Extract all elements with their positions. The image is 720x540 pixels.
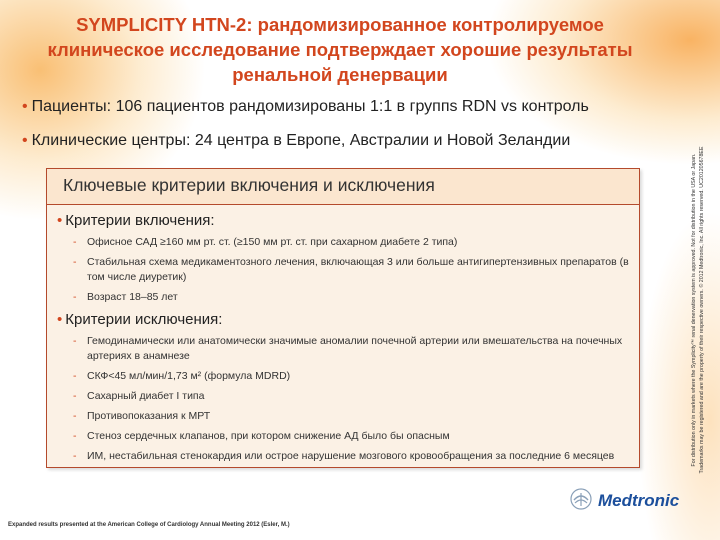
list-item <box>57 334 632 364</box>
criteria-panel-header <box>47 169 639 205</box>
dash-icon: - <box>73 256 77 268</box>
bullet-dot-icon: • <box>22 132 28 149</box>
list-item-text: Возраст 18–85 лет <box>87 291 178 303</box>
list-item <box>57 449 632 464</box>
medtronic-logo <box>566 486 684 520</box>
bullet-patients-text: Пациенты: 106 пациентов рандомизированы 1:1 в группs RDN vs контроль <box>31 98 589 115</box>
dash-icon: - <box>73 390 77 402</box>
title-line-1: SYMPLICITY HTN-2: рандомизированное контролируемое <box>76 14 604 35</box>
exclusion-list <box>57 334 632 464</box>
dash-icon: - <box>73 450 77 462</box>
list-item <box>57 255 632 285</box>
list-item-text: ИМ, нестабильная стенокардия или острое нарушение мозгового кровообращения за последние 6 месяцев <box>87 450 615 462</box>
list-item-text: Противопоказания к МРТ <box>87 410 211 422</box>
exclusion-heading <box>57 310 632 329</box>
dash-icon: - <box>73 291 77 303</box>
bullet-centers-text: Клинические центры: 24 центра в Европе, Австралии и Новой Зеландии <box>31 132 571 149</box>
bullet-dot-icon: • <box>22 98 28 115</box>
list-item-text: Стеноз сердечных клапанов, при котором снижение АД было бы опасным <box>87 430 450 442</box>
inclusion-list <box>57 235 632 305</box>
dash-icon: - <box>73 370 77 382</box>
footnote: Expanded results presented at the American College of Cardiology Annual Meeting 2012 (Esler, M.) <box>8 522 290 528</box>
list-item <box>57 389 632 404</box>
bullet-dot-icon: • <box>57 311 63 328</box>
title-line-3: ренальной денервации <box>232 64 448 85</box>
inclusion-heading <box>57 211 632 230</box>
list-item-text: Офисное САД ≥160 мм рт. ст. (≥150 мм рт. ст. при сахарном диабете 2 типа) <box>87 236 458 248</box>
list-item <box>57 235 632 250</box>
dash-icon: - <box>73 430 77 442</box>
bullet-centers <box>22 131 682 151</box>
list-item <box>57 369 632 384</box>
criteria-panel-body <box>57 211 632 469</box>
criteria-panel-title: Ключевые критерии включения и исключения <box>63 175 435 195</box>
list-item <box>57 409 632 424</box>
list-item-text: Стабильная схема медикаментозного лечения, включающая 3 или больше антигипертензивных препаратов (в том числе диуретик) <box>87 256 629 283</box>
dash-icon: - <box>73 410 77 422</box>
list-item-text: Гемодинамически или анатомически значимые аномалии почечной артерии или вмешательства на почечных артериях в анамнезе <box>87 335 623 362</box>
exclusion-heading-text: Критерии исключения: <box>65 311 223 328</box>
legal-disclaimer <box>686 100 710 520</box>
legal-line-1: For distribution only in markets where the Symplicity™ renal denervation system is approved. Not for distribution in the USA or Japan. <box>691 153 697 467</box>
bullet-patients <box>22 97 682 117</box>
list-item <box>57 429 632 444</box>
dash-icon: - <box>73 236 77 248</box>
bullet-dot-icon: • <box>57 212 63 229</box>
page-title <box>20 12 660 87</box>
list-item-text: СКФ<45 мл/мин/1,73 м² (формула MDRD) <box>87 370 291 382</box>
criteria-panel <box>46 168 640 468</box>
list-item-text: Сахарный диабет I типа <box>87 390 205 402</box>
legal-line-2: Trademarks may be registered and are the property of their respective owners. © 2012 Medtronic, Inc. All rights reserved. UC201205678EE <box>699 146 705 474</box>
title-line-2: клиническое исследование подтверждает хорошие результаты <box>47 39 633 60</box>
medtronic-logo-icon <box>570 488 592 510</box>
medtronic-logo-name: Medtronic <box>598 491 680 510</box>
legal-disclaimer-text <box>690 100 706 520</box>
summary-bullets <box>22 97 682 165</box>
dash-icon: - <box>73 335 77 347</box>
inclusion-heading-text: Критерии включения: <box>65 212 215 229</box>
list-item <box>57 290 632 305</box>
